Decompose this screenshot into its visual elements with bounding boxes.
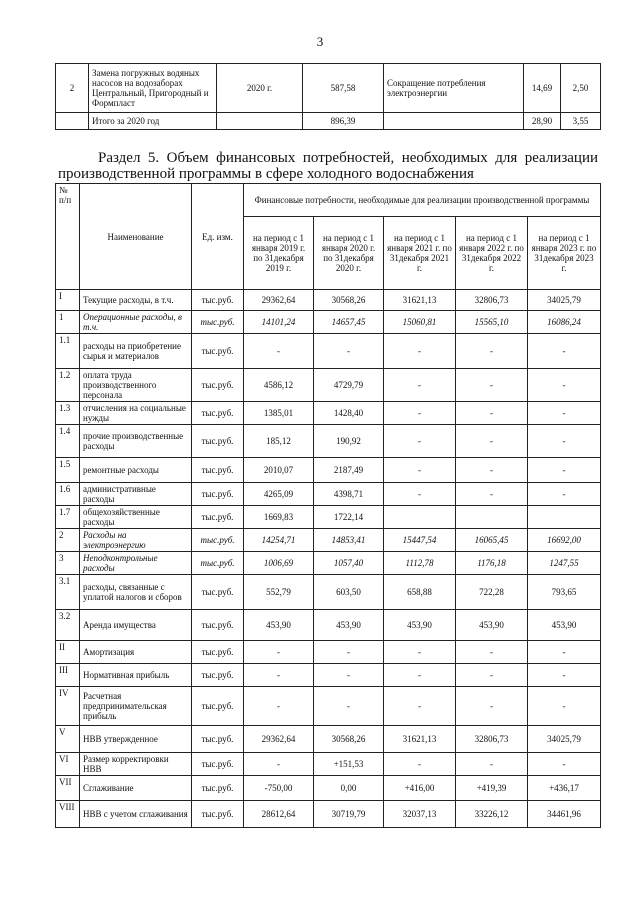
- row-number: VIII: [56, 801, 80, 828]
- row-value: -: [244, 687, 314, 726]
- row-name: Размер корректировки НВВ: [80, 753, 192, 776]
- row-value: -: [456, 483, 528, 506]
- row-value: 4398,71: [314, 483, 384, 506]
- row-value: -: [314, 334, 384, 369]
- row-value: 33226,12: [456, 801, 528, 828]
- row-value: -: [528, 641, 601, 664]
- table-row: [56, 687, 601, 726]
- table-row: [56, 753, 601, 776]
- row-value: 4729,79: [314, 369, 384, 402]
- row-value: 1385,01: [244, 402, 314, 425]
- row-unit: тыс.руб.: [192, 529, 244, 552]
- total-label: Итого за 2020 год: [89, 113, 217, 130]
- row-number: [56, 113, 89, 130]
- row-unit: тыс.руб.: [192, 369, 244, 402]
- header-period: на период с 1 января 2022 г. по 31декабря 2022 г.: [456, 217, 528, 290]
- row-value: 15565,10: [456, 311, 528, 334]
- row-value: 1057,40: [314, 552, 384, 575]
- measure-year: 2020 г.: [217, 64, 303, 113]
- row-value: -: [314, 664, 384, 687]
- row-name: прочие производственные расходы: [80, 425, 192, 458]
- row-number: 1.4: [56, 425, 80, 458]
- row-number: VII: [56, 776, 80, 801]
- row-unit: тыс.руб.: [192, 687, 244, 726]
- page-number: 3: [316, 34, 324, 49]
- table-row: [56, 311, 601, 334]
- row-value: 1669,83: [244, 506, 314, 529]
- row-name: отчисления на социальные нужды: [80, 402, 192, 425]
- row-unit: тыс.руб.: [192, 425, 244, 458]
- row-value: -: [456, 664, 528, 687]
- row-value: -: [528, 664, 601, 687]
- row-number: 1.1: [56, 334, 80, 369]
- table-row: [56, 726, 601, 753]
- row-name: ремонтные расходы: [80, 458, 192, 483]
- table-row: [56, 64, 601, 113]
- row-value: -: [528, 425, 601, 458]
- row-name: Нормативная прибыль: [80, 664, 192, 687]
- header-period: на период с 1 января 2020 г. по 31декабря 2020 г.: [314, 217, 384, 290]
- row-number: I: [56, 290, 80, 311]
- measure-cost: 587,58: [303, 64, 384, 113]
- row-value: -: [314, 641, 384, 664]
- row-name: общехозяйственные расходы: [80, 506, 192, 529]
- row-value: -: [528, 402, 601, 425]
- header-period: на период с 1 января 2019 г. по 31декабря 2019 г.: [244, 217, 314, 290]
- header-number: № п/п: [56, 184, 80, 290]
- row-number: 3.2: [56, 610, 80, 641]
- table-row: [56, 402, 601, 425]
- row-number: III: [56, 664, 80, 687]
- row-number: IV: [56, 687, 80, 726]
- table-row: [56, 425, 601, 458]
- row-value: -: [384, 753, 456, 776]
- row-name: расходы, связанные с уплатой налогов и сборов: [80, 575, 192, 610]
- total-value-1: 28,90: [524, 113, 561, 130]
- row-value: 34461,96: [528, 801, 601, 828]
- header-row: [56, 184, 601, 217]
- row-value: +436,17: [528, 776, 601, 801]
- row-number: V: [56, 726, 80, 753]
- row-value: 1247,55: [528, 552, 601, 575]
- measure-value-1: 14,69: [524, 64, 561, 113]
- row-unit: тыс.руб.: [192, 664, 244, 687]
- row-value: 16065,45: [456, 529, 528, 552]
- table-row: [56, 801, 601, 828]
- row-value: -: [384, 402, 456, 425]
- row-value: -: [456, 458, 528, 483]
- row-value: 722,28: [456, 575, 528, 610]
- table-row: [56, 776, 601, 801]
- row-value: 34025,79: [528, 290, 601, 311]
- row-number: II: [56, 641, 80, 664]
- row-value: 1722,14: [314, 506, 384, 529]
- row-number: VI: [56, 753, 80, 776]
- row-name: оплата труда производственного персонала: [80, 369, 192, 402]
- row-unit: тыс.руб.: [192, 402, 244, 425]
- row-unit: тыс.руб.: [192, 311, 244, 334]
- row-number: 1.5: [56, 458, 80, 483]
- measures-table: [55, 63, 601, 130]
- row-value: -: [384, 458, 456, 483]
- row-value: 16086,24: [528, 311, 601, 334]
- row-unit: тыс.руб.: [192, 641, 244, 664]
- row-value: 28612,64: [244, 801, 314, 828]
- row-value: 4265,09: [244, 483, 314, 506]
- row-value: 453,90: [528, 610, 601, 641]
- row-unit: тыс.руб.: [192, 290, 244, 311]
- row-value: -: [456, 753, 528, 776]
- row-value: 14254,71: [244, 529, 314, 552]
- row-value: -: [456, 369, 528, 402]
- row-value: -: [384, 369, 456, 402]
- row-name: Расходы на электроэнергию: [80, 529, 192, 552]
- row-value: [456, 506, 528, 529]
- table-row: [56, 483, 601, 506]
- row-name: Неподконтрольные расходы: [80, 552, 192, 575]
- row-value: 32037,13: [384, 801, 456, 828]
- measure-effect: [384, 113, 524, 130]
- row-value: -: [456, 402, 528, 425]
- row-value: 16692,00: [528, 529, 601, 552]
- row-value: -: [244, 641, 314, 664]
- row-name: расходы на приобретение сырья и материалов: [80, 334, 192, 369]
- table-row: [56, 458, 601, 483]
- row-name: административные расходы: [80, 483, 192, 506]
- row-number: 1: [56, 311, 80, 334]
- table-row: [56, 334, 601, 369]
- row-value: -: [528, 334, 601, 369]
- row-value: 30568,26: [314, 726, 384, 753]
- row-value: 31621,13: [384, 290, 456, 311]
- row-value: 15447,54: [384, 529, 456, 552]
- row-name: Текущие расходы, в т.ч.: [80, 290, 192, 311]
- row-value: 453,90: [384, 610, 456, 641]
- table-row: [56, 506, 601, 529]
- table-row: [56, 575, 601, 610]
- row-unit: тыс.руб.: [192, 753, 244, 776]
- row-value: 1112,78: [384, 552, 456, 575]
- row-unit: тыс.руб.: [192, 458, 244, 483]
- row-name: НВВ с учетом сглаживания: [80, 801, 192, 828]
- row-value: [384, 506, 456, 529]
- row-value: -: [384, 425, 456, 458]
- row-value: 453,90: [314, 610, 384, 641]
- measure-year: [217, 113, 303, 130]
- header-period: на период с 1 января 2023 г. по 31декабря 2023 г.: [528, 217, 601, 290]
- row-value: 14101,24: [244, 311, 314, 334]
- row-value: 34025,79: [528, 726, 601, 753]
- row-value: 31621,13: [384, 726, 456, 753]
- header-period: на период с 1 января 2021 г. по 31декабря 2021 г.: [384, 217, 456, 290]
- measure-value-2: 2,50: [561, 64, 601, 113]
- table-row: [56, 290, 601, 311]
- row-number: 3.1: [56, 575, 80, 610]
- row-unit: тыс.руб.: [192, 610, 244, 641]
- row-value: -: [384, 641, 456, 664]
- row-value: 1006,69: [244, 552, 314, 575]
- total-value-2: 3,55: [561, 113, 601, 130]
- row-number: 1.2: [56, 369, 80, 402]
- row-value: 14657,45: [314, 311, 384, 334]
- table-row: [56, 529, 601, 552]
- table-row: [56, 610, 601, 641]
- row-value: 2010,07: [244, 458, 314, 483]
- row-value: -750,00: [244, 776, 314, 801]
- row-value: -: [314, 687, 384, 726]
- header-name: Наименование: [80, 184, 192, 290]
- section-title: Раздел 5. Объем финансовых потребностей, необходимых для реализации производственной программы в сфере холодного водоснабжения: [58, 150, 598, 182]
- table-row: [56, 552, 601, 575]
- row-value: -: [456, 425, 528, 458]
- row-value: 1428,40: [314, 402, 384, 425]
- row-value: 603,50: [314, 575, 384, 610]
- row-value: [528, 506, 601, 529]
- row-unit: тыс.руб.: [192, 726, 244, 753]
- row-value: 1176,18: [456, 552, 528, 575]
- row-name: НВВ утвержденное: [80, 726, 192, 753]
- row-number: 1.6: [56, 483, 80, 506]
- row-value: -: [244, 664, 314, 687]
- row-value: -: [456, 641, 528, 664]
- row-value: -: [456, 334, 528, 369]
- row-value: -: [384, 334, 456, 369]
- row-value: -: [528, 458, 601, 483]
- row-name: Аренда имущества: [80, 610, 192, 641]
- table-row: [56, 369, 601, 402]
- row-unit: тыс.руб.: [192, 552, 244, 575]
- row-value: 190,92: [314, 425, 384, 458]
- row-value: 30719,79: [314, 801, 384, 828]
- table-row: [56, 641, 601, 664]
- row-value: +419,39: [456, 776, 528, 801]
- table-row: [56, 664, 601, 687]
- row-unit: тыс.руб.: [192, 575, 244, 610]
- row-value: -: [244, 753, 314, 776]
- row-value: -: [528, 483, 601, 506]
- row-unit: тыс.руб.: [192, 506, 244, 529]
- row-name: Сглаживание: [80, 776, 192, 801]
- row-value: -: [528, 753, 601, 776]
- row-name: Операционные расходы, в т.ч.: [80, 311, 192, 334]
- row-value: 793,65: [528, 575, 601, 610]
- row-name: Амортизация: [80, 641, 192, 664]
- row-value: 2187,49: [314, 458, 384, 483]
- measure-effect: Сокращение потребления электроэнергии: [384, 64, 524, 113]
- table-row: [56, 113, 601, 130]
- row-value: 453,90: [244, 610, 314, 641]
- row-value: 32806,73: [456, 290, 528, 311]
- row-number: 1.3: [56, 402, 80, 425]
- row-value: -: [384, 687, 456, 726]
- row-number: 2: [56, 529, 80, 552]
- total-cost: 896,39: [303, 113, 384, 130]
- row-value: 4586,12: [244, 369, 314, 402]
- row-value: -: [384, 483, 456, 506]
- row-name: Расчетная предпринимательская прибыль: [80, 687, 192, 726]
- row-unit: тыс.руб.: [192, 801, 244, 828]
- row-value: +416,00: [384, 776, 456, 801]
- row-value: -: [456, 687, 528, 726]
- row-value: -: [244, 334, 314, 369]
- row-value: 658,88: [384, 575, 456, 610]
- row-value: 552,79: [244, 575, 314, 610]
- row-value: 30568,26: [314, 290, 384, 311]
- row-value: 32806,73: [456, 726, 528, 753]
- header-unit: Ед. изм.: [192, 184, 244, 290]
- row-unit: тыс.руб.: [192, 334, 244, 369]
- header-group: Финансовые потребности, необходимые для реализации производственной программы: [244, 184, 601, 217]
- row-number: 2: [56, 64, 89, 113]
- row-unit: тыс.руб.: [192, 483, 244, 506]
- row-value: +151,53: [314, 753, 384, 776]
- row-value: 453,90: [456, 610, 528, 641]
- row-unit: тыс.руб.: [192, 776, 244, 801]
- row-value: -: [528, 369, 601, 402]
- row-number: 3: [56, 552, 80, 575]
- row-value: 29362,64: [244, 290, 314, 311]
- row-value: -: [528, 687, 601, 726]
- row-value: 29362,64: [244, 726, 314, 753]
- row-value: -: [384, 664, 456, 687]
- measure-name: Замена погружных водяных насосов на водозаборах Центральный, Пригородный и Формпласт: [89, 64, 217, 113]
- row-number: 1.7: [56, 506, 80, 529]
- row-value: 0,00: [314, 776, 384, 801]
- row-value: 14853,41: [314, 529, 384, 552]
- row-value: 185,12: [244, 425, 314, 458]
- financial-needs-table: [55, 183, 601, 828]
- row-value: 15060,81: [384, 311, 456, 334]
